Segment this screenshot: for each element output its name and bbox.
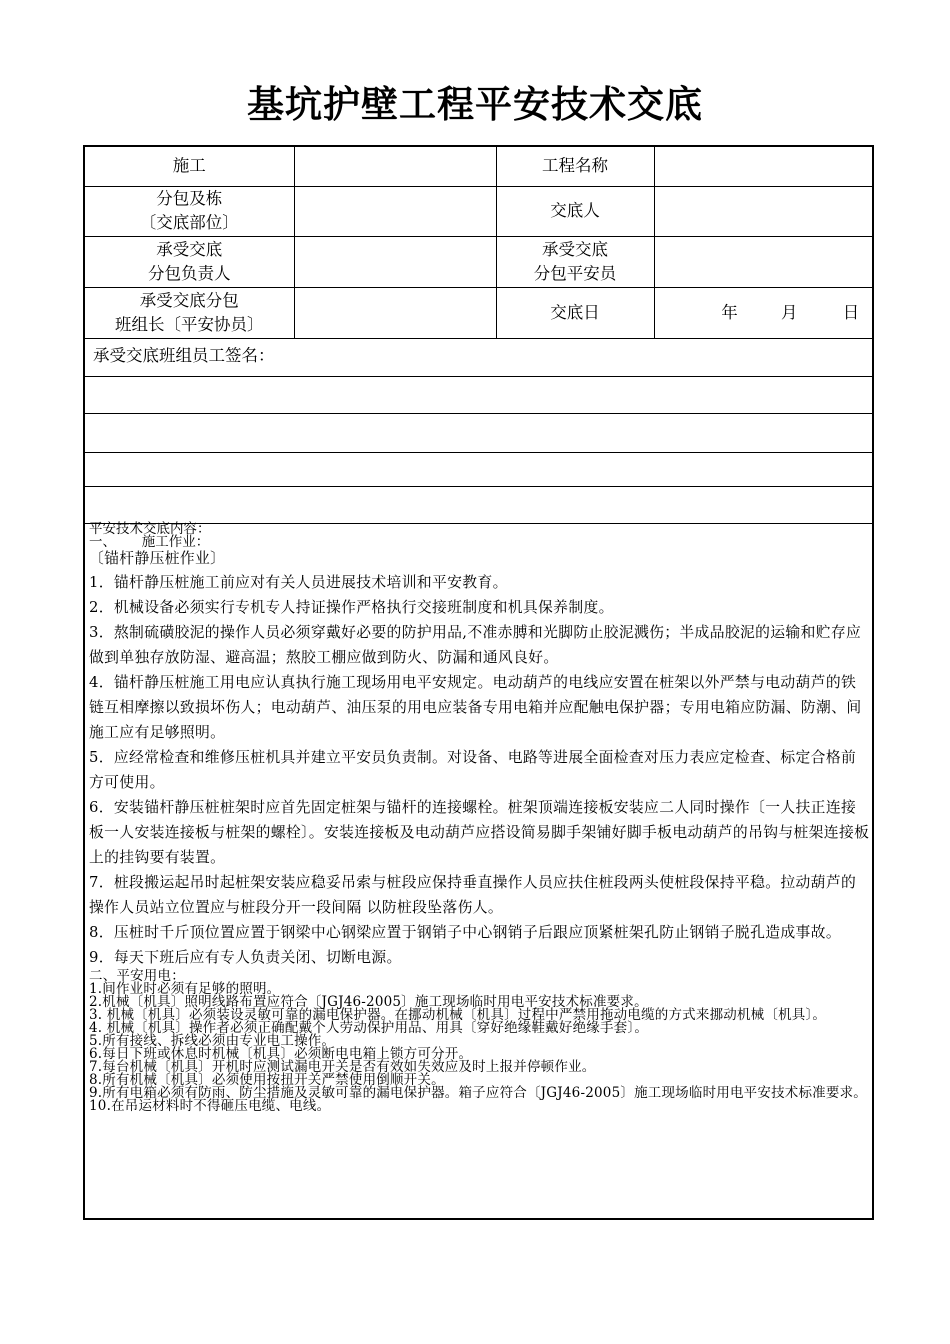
field-construction[interactable] (294, 147, 496, 186)
label-discloser: 交底人 (496, 186, 654, 236)
label-disclosure-date: 交底日 (496, 287, 654, 338)
section2-title: 二、平安用电： (89, 968, 185, 984)
label-officer-line1: 承受交底 (542, 239, 608, 259)
label-project-name: 工程名称 (496, 147, 654, 186)
label-officer-line2: 分包平安员 (533, 263, 617, 283)
list-item: 2．机械设备必须实行专机专人持证操作严格执行交接班制度和机具保养制度。 (89, 599, 614, 616)
date-month: 月 (781, 302, 798, 322)
list-item: 6.每日下班或休息时机械〔机具〕必须断电电箱上锁方可分开。 (89, 1046, 473, 1062)
section1-title: 一、 施工作业： (89, 533, 210, 550)
list-item: 3．熬制硫磺胶泥的操作人员必须穿戴好必要的防护用品,不准赤膊和光脚防止胶泥溅伤；半成品胶泥的运输和贮存应做到单独存放防湿、避高温；熬胶工棚应做到防火、防漏和通风良好。 (89, 624, 862, 666)
signature-label: 承受交底班组员工签名： (85, 338, 872, 377)
list-item: 6．安装锚杆静压桩桩架时应首先固定桩架与锚杆的连接螺栓。桩架顶端连接板安装应二人同时操作〔一人扶正连接板一人安装连接板与桩架的螺栓〕。安装连接板及电动葫芦应搭设简易脚手架铺好脚手板电动葫芦的吊钩与桩架连接板上的挂钩要有装置。 (89, 799, 870, 866)
section1-subtitle: 〔锚杆静压桩作业〕 (89, 550, 226, 567)
info-row-responsible (85, 236, 872, 287)
list-item: 5.所有接线、拆线必须由专业电工操作。 (89, 1033, 336, 1049)
list-item: 9.所有电箱必须有防雨、防尘措施及灵敏可靠的漏电保护器。箱子应符合〔JGJ46-2005〕施工现场临时用电平安技术标准要求。 (89, 1085, 867, 1101)
info-row-construction (85, 147, 872, 186)
section1-list (89, 570, 870, 970)
list-item: 8.所有机械〔机具〕必须使用按扭开关严禁使用倒顺开关。 (89, 1072, 445, 1088)
label-team-line2: 班组长〔平安协员〕 (115, 314, 264, 334)
content-heading: 平安技术交底内容： (89, 521, 211, 537)
field-discloser[interactable] (654, 186, 872, 236)
date-year: 年 (721, 302, 738, 322)
field-subcontract-leader[interactable] (294, 236, 496, 287)
field-disclosure-date[interactable] (654, 287, 872, 338)
label-leader-line1: 承受交底 (156, 239, 223, 259)
field-project-name[interactable] (654, 147, 872, 186)
section2-list (89, 983, 870, 1113)
signature-line[interactable] (85, 414, 872, 453)
label-safety-officer (496, 236, 654, 287)
list-item: 7.每台机械〔机具〕开机时应测试漏电开关是否有效如失效应及时上报并停顿作业。 (89, 1059, 596, 1075)
list-item: 4. 机械〔机具〕操作者必须正确配戴个人劳动保护用品、用具〔穿好绝缘鞋戴好绝缘手套〕。 (89, 1020, 649, 1036)
label-subcontract-building (85, 186, 294, 236)
signature-line[interactable] (85, 487, 872, 524)
info-row-team-leader (85, 287, 872, 338)
date-day: 日 (842, 302, 860, 322)
info-table (85, 147, 872, 339)
signature-line[interactable] (85, 453, 872, 487)
list-item: 1.间作业时必须有足够的照明。 (89, 981, 281, 997)
field-team-leader[interactable] (294, 287, 496, 338)
document-title: 基坑护壁工程平安技术交底 (247, 83, 703, 126)
list-item: 9．每天下班后应有专人负责关闭、切断电源。 (89, 949, 402, 966)
list-item: 1．锚杆静压桩施工前应对有关人员进展技术培训和平安教育。 (89, 574, 508, 591)
disclosure-content (89, 523, 870, 1113)
list-item: 5．应经常检查和维修压桩机具并建立平安员负责制。对设备、电路等进展全面检查对压力表应定检查、标定合格前方可使用。 (89, 749, 857, 791)
signature-area (85, 338, 872, 524)
list-item: 7．桩段搬运起吊时起桩架安装应稳妥吊索与桩段应保持垂直操作人员应扶住桩段两头使桩段保持平稳。拉动葫芦的操作人员站立位置应与桩段分开一段间隔 以防桩段坠落伤人。 (89, 874, 857, 916)
label-team-leader (85, 287, 294, 338)
signature-line[interactable] (85, 377, 872, 414)
list-item: 4．锚杆静压桩施工用电应认真执行施工现场用电平安规定。电动葫芦的电线应安置在桩架以外严禁与电动葫芦的铁链互相摩擦以致损坏伤人；电动葫芦、油压泵的用电应装备专用电箱并应配触电保护器；专用电箱应防漏、防潮、间施工应有足够照明。 (89, 674, 862, 741)
label-subcontract-leader (85, 236, 294, 287)
label-subcontract-line1: 分包及栋 (156, 189, 223, 208)
list-item: 10.在吊运材料时不得砸压电缆、电线。 (89, 1098, 331, 1114)
field-safety-officer[interactable] (654, 236, 872, 287)
field-subcontract-building[interactable] (294, 186, 496, 236)
label-construction: 施工 (85, 147, 294, 186)
label-subcontract-line2: 〔交底部位〕 (139, 213, 239, 232)
label-leader-line2: 分包负责人 (148, 263, 231, 283)
list-item: 2.机械〔机具〕照明线路布置应符合〔JGJ46-2005〕施工现场临时用电平安技术标准要求。 (89, 994, 648, 1010)
info-row-subcontract (85, 186, 872, 236)
list-item: 8．压桩时千斤顶位置应置于钢梁中心钢梁应置于钢销子中心钢销子后跟应顶紧桩架孔防止钢销子脱孔造成事故。 (89, 924, 841, 941)
label-team-line1: 承受交底分包 (139, 290, 239, 310)
list-item: 3. 机械〔机具〕必须装设灵敏可靠的漏电保护器。在挪动机械〔机具〕过程中严禁用拖动电缆的方式来挪动机械〔机具〕。 (89, 1007, 827, 1023)
disclosure-form (83, 145, 874, 1220)
